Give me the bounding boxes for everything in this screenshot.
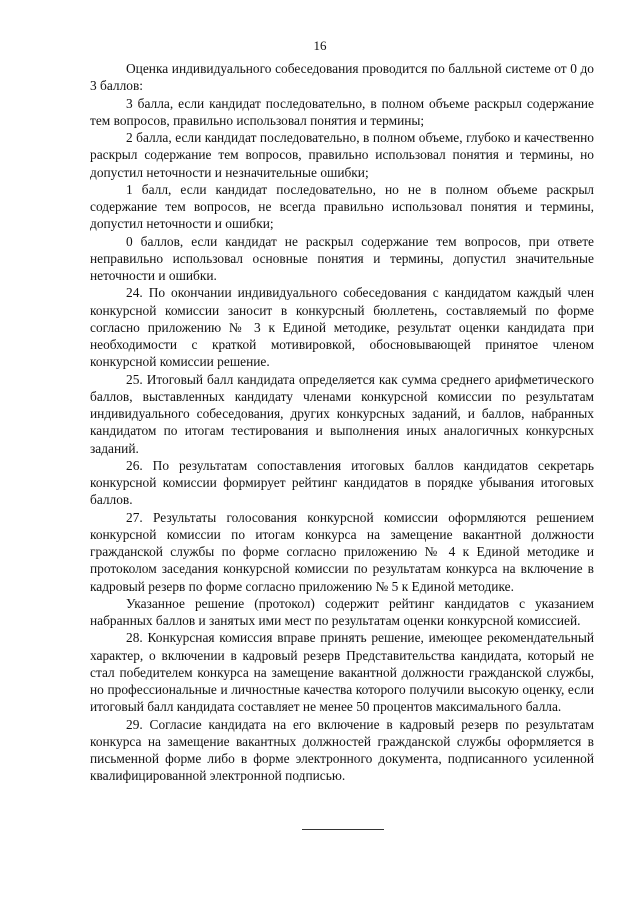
paragraph-score-1: 1 балл, если кандидат последовательно, но не в полном объеме раскрыл содержание тем вопросов, не всегда правильно использовал понятия и термины, допустил неточности и ошибки;	[90, 181, 594, 232]
end-of-text-rule	[302, 829, 384, 830]
paragraph-score-3: 3 балла, если кандидат последовательно, в полном объеме раскрыл содержание тем вопросов, правильно использовал понятия и термины;	[90, 95, 594, 128]
paragraph-item-26: 26. По результатам сопоставления итоговых баллов кандидатов секретарь конкурсной комиссии формирует рейтинг кандидатов в порядке убывания итоговых баллов.	[90, 457, 594, 508]
paragraph-score-0: 0 баллов, если кандидат не раскрыл содержание тем вопросов, при ответе неправильно использовал основные понятия и термины, допустил значительные неточности и ошибки.	[90, 233, 594, 283]
paragraph-item-24: 24. По окончании индивидуального собеседования с кандидатом каждый член конкурсной комиссии заносит в конкурсный бюллетень, составляемый по форме согласно приложению № 3 к Единой методике, результат оценки кандидата при необходимости с краткой мотивировкой, обосновывающей принятое членом конкурсной комиссии решение.	[90, 285, 594, 370]
paragraph-item-25: 25. Итоговый балл кандидата определяется как сумма среднего арифметического баллов, выставленных кандидату членами конкурсной комиссии по результатам индивидуального собеседования, других конкурсных заданий, и баллов, набранных кандидатом по итогам тестирования и выполнения иных аналогичных конкурсных заданий.	[90, 371, 594, 456]
page-number: 16	[313, 38, 327, 53]
paragraph-decision-note: Указанное решение (протокол) содержит рейтинг кандидатов с указанием набранных баллов и занятых ими мест по результатам оценки конкурсной комиссией.	[90, 595, 594, 628]
paragraph-item-29: 29. Согласие кандидата на его включение в кадровый резерв по результатам конкурса на замещение вакантных должностей гражданской службы оформляется в письменной форме либо в форме электронного документа, подписанного усиленной квалифицированной электронной подписью.	[90, 716, 594, 784]
paragraph-score-2: 2 балла, если кандидат последовательно, в полном объеме, глубоко и качественно раскрыл содержание тем вопросов, правильно использовал понятия и термины, но допустил неточности и незначительные ошибки;	[90, 130, 594, 180]
paragraph-scoring-intro: Оценка индивидуального собеседования проводится по балльной системе от 0 до 3 баллов:	[90, 61, 594, 94]
document-body	[90, 60, 594, 785]
paragraph-item-27: 27. Результаты голосования конкурсной комиссии оформляются решением конкурсной комиссии по итогам конкурса на замещение вакантной должности гражданской службы по форме согласно приложению № 4 к Единой методике и протоколом заседания конкурсной комиссии по результатам конкурса на включение в кадровый резерв по форме согласно приложению № 5 к Единой методике.	[90, 509, 594, 594]
paragraph-item-28: 28. Конкурсная комиссия вправе принять решение, имеющее рекомендательный характер, о включении в кадровый резерв Представительства кандидата, который не стал победителем конкурса на замещение вакантной должности гражданской службы, но профессиональные и личностные качества которого получили высокую оценку, если итоговый балл кандидата составляет не менее 50 процентов максимального балла.	[90, 630, 594, 715]
